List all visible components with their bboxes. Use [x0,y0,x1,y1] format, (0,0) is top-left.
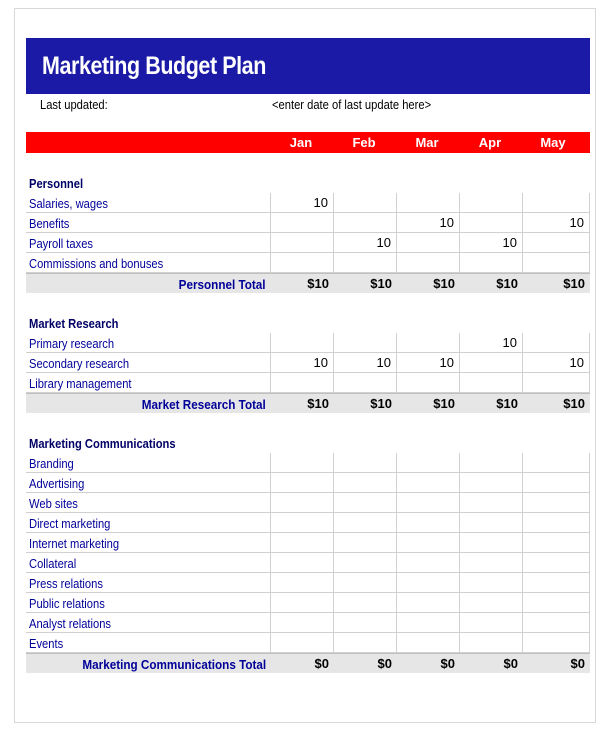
value-cell[interactable] [397,533,460,553]
value-cell[interactable]: 10 [523,213,590,233]
value-cell[interactable] [523,233,590,253]
value-cell[interactable] [271,593,334,613]
value-cell[interactable] [334,613,397,633]
row-label: Events [29,636,64,651]
value-cell[interactable] [460,633,523,653]
total-cell: $10 [433,396,455,411]
value-cell[interactable] [334,253,397,273]
value-cell[interactable] [334,533,397,553]
value-cell[interactable] [271,493,334,513]
row-label: Web sites [29,496,78,511]
value-cell[interactable] [397,373,460,393]
section-header-label: Marketing Communications [29,436,176,451]
total-cell: $10 [370,276,392,291]
value-cell[interactable] [271,453,334,473]
value-cell[interactable] [397,633,460,653]
value-cell[interactable] [397,493,460,513]
month-header-may: May [540,135,566,150]
value-cell[interactable] [523,633,590,653]
value-cell[interactable]: 10 [460,333,523,353]
value-cell[interactable] [523,193,590,213]
row-label: Collateral [29,556,77,571]
value-cell[interactable] [523,373,590,393]
value-cell[interactable] [334,473,397,493]
value-cell[interactable] [271,213,334,233]
table-row [26,553,590,573]
total-cell: $0 [377,656,392,671]
value-cell[interactable] [397,613,460,633]
table-row [26,533,590,553]
title-band [26,38,590,94]
value-cell[interactable] [334,193,397,213]
value-cell[interactable] [397,333,460,353]
row-label: Direct marketing [29,516,111,531]
value-cell[interactable] [523,453,590,473]
total-cell: $0 [503,656,518,671]
value-cell[interactable] [334,333,397,353]
value-cell[interactable] [397,593,460,613]
total-cell: $10 [496,396,518,411]
value-cell[interactable] [460,513,523,533]
value-cell[interactable]: 10 [271,353,334,373]
table-row [26,233,590,253]
value-cell[interactable] [523,473,590,493]
row-label: Commissions and bonuses [29,256,164,271]
value-cell[interactable] [460,193,523,213]
table-row [26,333,590,353]
total-cell: $10 [563,396,585,411]
table-row [26,353,590,373]
table-row [26,373,590,393]
section-header-label: Personnel [29,176,84,191]
value-cell[interactable] [271,473,334,493]
value-cell[interactable] [397,513,460,533]
section-total-row [26,393,590,413]
table-row [26,593,590,613]
value-cell[interactable] [334,493,397,513]
value-cell[interactable] [523,573,590,593]
section-header [26,433,590,453]
value-cell[interactable] [334,453,397,473]
value-cell[interactable] [523,513,590,533]
value-cell[interactable] [334,593,397,613]
section-total-row [26,653,590,673]
last-updated-label: Last updated: [40,97,108,112]
value-cell[interactable] [334,213,397,233]
section-total-row [26,273,590,293]
value-cell[interactable] [271,553,334,573]
value-cell[interactable] [271,613,334,633]
table-row [26,453,590,473]
value-cell[interactable] [523,613,590,633]
row-label: Internet marketing [29,536,120,551]
value-cell[interactable] [271,573,334,593]
value-cell[interactable] [334,513,397,533]
total-cell: $10 [496,276,518,291]
section-header [26,313,590,333]
value-cell[interactable] [397,253,460,273]
value-cell[interactable] [460,373,523,393]
value-cell[interactable] [460,473,523,493]
value-cell[interactable] [460,493,523,513]
value-cell[interactable] [397,553,460,573]
value-cell[interactable] [523,333,590,353]
total-cell: $0 [314,656,329,671]
value-cell[interactable]: 10 [334,353,397,373]
table-row [26,253,590,273]
month-header-band [26,132,590,153]
value-cell[interactable] [271,633,334,653]
value-cell[interactable]: 10 [334,233,397,253]
value-cell[interactable]: 10 [397,213,460,233]
table-row [26,493,590,513]
value-cell[interactable] [271,373,334,393]
row-label: Library management [29,376,132,391]
value-cell[interactable] [460,353,523,373]
value-cell[interactable] [271,533,334,553]
month-header-feb: Feb [352,135,376,150]
table-row [26,213,590,233]
total-cell: $10 [433,276,455,291]
last-updated-row [26,94,590,114]
table-row [26,573,590,593]
table-row [26,613,590,633]
value-cell[interactable] [523,553,590,573]
total-cell: $0 [570,656,585,671]
value-cell[interactable]: 10 [271,193,334,213]
value-cell[interactable] [460,613,523,633]
value-cell[interactable] [523,253,590,273]
row-label: Branding [29,456,74,471]
value-cell[interactable] [523,593,590,613]
value-cell[interactable] [397,233,460,253]
month-header-apr: Apr [478,135,502,150]
row-label: Advertising [29,476,85,491]
value-cell[interactable] [460,573,523,593]
table-row [26,193,590,213]
value-cell[interactable] [397,193,460,213]
value-cell[interactable] [460,213,523,233]
section-total-label: Market Research Total [142,397,266,412]
value-cell[interactable] [271,233,334,253]
value-cell[interactable] [271,333,334,353]
row-label: Secondary research [29,356,130,371]
section-header [26,173,590,193]
value-cell[interactable] [334,573,397,593]
page-title: Marketing Budget Plan [42,52,266,80]
value-cell[interactable] [460,533,523,553]
section-total-label: Personnel Total [179,277,266,292]
total-cell: $10 [307,396,329,411]
value-cell[interactable] [460,553,523,573]
row-label: Benefits [29,216,70,231]
row-label: Press relations [29,576,103,591]
table-row [26,633,590,653]
value-cell[interactable] [334,633,397,653]
value-cell[interactable]: 10 [397,353,460,373]
month-header-mar: Mar [415,135,439,150]
row-label: Analyst relations [29,616,112,631]
table-row [26,473,590,493]
total-cell: $10 [370,396,392,411]
value-cell[interactable] [460,453,523,473]
total-cell: $0 [440,656,455,671]
value-cell[interactable] [460,253,523,273]
value-cell[interactable] [523,493,590,513]
total-cell: $10 [563,276,585,291]
value-cell[interactable] [271,253,334,273]
row-label: Salaries, wages [29,196,108,211]
value-cell[interactable] [271,513,334,533]
total-cell: $10 [307,276,329,291]
month-header-jan: Jan [289,135,313,150]
row-label: Public relations [29,596,105,611]
section-header-label: Market Research [29,316,119,331]
table-row [26,513,590,533]
value-cell[interactable] [397,473,460,493]
value-cell[interactable]: 10 [460,233,523,253]
value-cell[interactable] [397,573,460,593]
last-updated-value[interactable]: <enter date of last update here> [272,97,432,112]
value-cell[interactable] [460,593,523,613]
value-cell[interactable] [334,373,397,393]
row-label: Primary research [29,336,115,351]
section-total-label: Marketing Communications Total [82,657,266,672]
value-cell[interactable] [397,453,460,473]
value-cell[interactable] [334,553,397,573]
value-cell[interactable] [523,533,590,553]
value-cell[interactable]: 10 [523,353,590,373]
row-label: Payroll taxes [29,236,94,251]
